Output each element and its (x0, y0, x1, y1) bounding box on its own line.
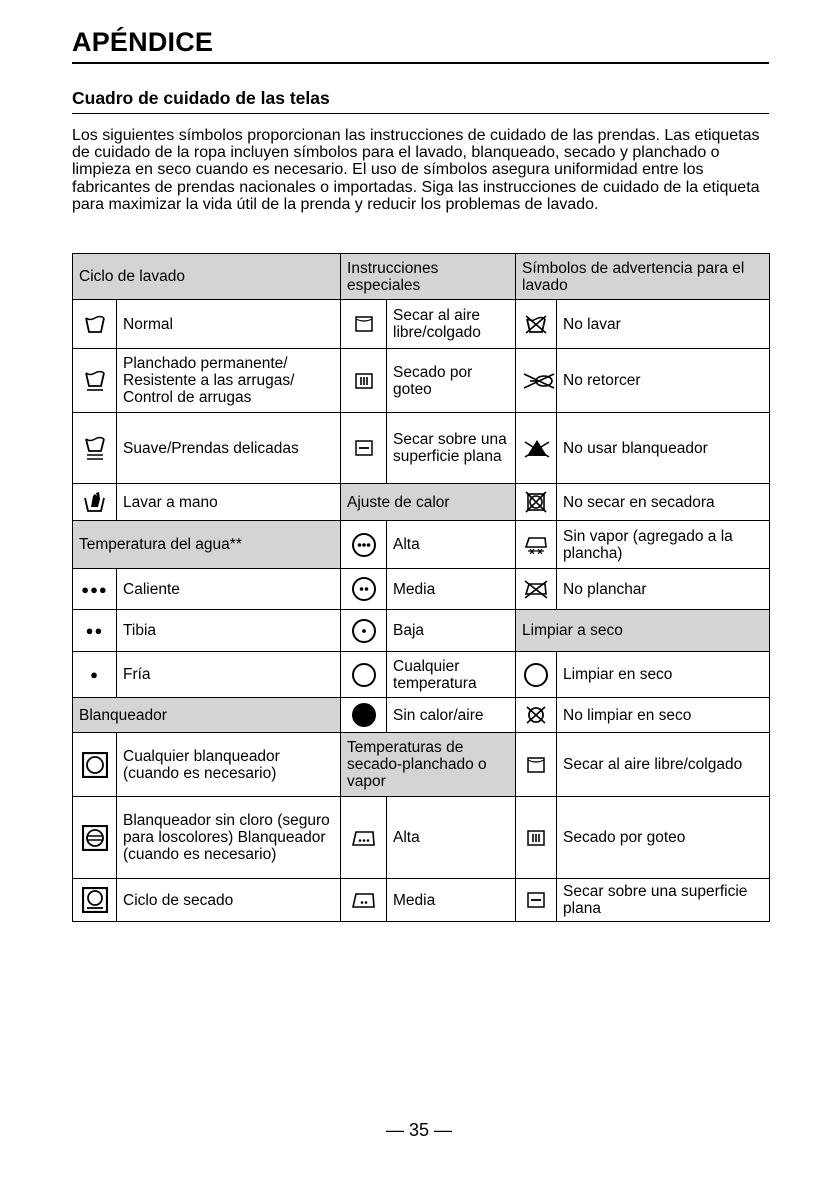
do-not-wash-icon (523, 314, 549, 334)
no-steam-icon (522, 533, 550, 557)
intro-paragraph (72, 127, 769, 213)
page-title: APÉNDICE (72, 27, 214, 57)
hand-wash-icon (83, 490, 107, 514)
warning-label: No planchar (557, 569, 770, 610)
section-title: Cuadro de cuidado de las telas (72, 88, 330, 108)
dry-clean-label: Secado por goteo (557, 797, 770, 879)
dry-clean-icon (523, 662, 549, 688)
do-not-tumble-dry-icon (524, 491, 548, 513)
water-dots: ● (73, 652, 117, 698)
washtub-permanent-press-icon (84, 369, 106, 393)
line-dry-icon (355, 316, 373, 332)
wash-label: Lavar a mano (117, 484, 341, 521)
special-label: Secado por goteo (387, 349, 516, 413)
dry-clean-label: No limpiar en seco (557, 698, 770, 733)
header-water-temperature: Temperatura del agua** (73, 521, 341, 569)
drip-dry-icon (527, 830, 545, 846)
bleach-label: Blanqueador sin cloro (seguro para loscolores) Blanqueador (cuando es necesario) (117, 797, 341, 879)
header-bleach: Blanqueador (73, 698, 341, 733)
water-label: Tibia (117, 610, 341, 652)
do-not-bleach-icon (522, 437, 552, 459)
header-iron-temperature: Temperaturas de secado-planchado o vapor (341, 733, 516, 797)
wash-label: Planchado permanente/ Resistente a las arrugas/ Control de arrugas (117, 349, 341, 413)
heat-label: Alta (387, 521, 516, 569)
table-row (73, 733, 770, 797)
table-row (73, 569, 770, 610)
warning-label: No retorcer (557, 349, 770, 413)
dry-flat-icon (527, 892, 545, 908)
table-row (73, 652, 770, 698)
drip-dry-icon (355, 373, 373, 389)
any-bleach-icon (82, 752, 108, 778)
iron-label: Media (387, 879, 516, 922)
section-rule (72, 113, 769, 114)
dry-clean-label: Secar al aire libre/colgado (557, 733, 770, 797)
bleach-label: Cualquier blanqueador (cuando es necesario) (117, 733, 341, 797)
intro-text: Los siguientes símbolos proporcionan las instrucciones de cuidado de las prendas. Las etiquetas de cuidado de la ropa incluyen símbolos para el lavado, blanqueado, secado y planchado o limpieza en seco cuando es necesario. El uso de símbolos asegura uniformidad entre los fabricantes de prendas nacionales o importadas. Siga las instrucciones de cuidado de la etiqueta para maximizar la vida útil de la prenda y reducir los problemas de lavado. (72, 127, 760, 213)
header-special-instructions: Instrucciones especiales (341, 254, 516, 300)
wash-label: Normal (117, 300, 341, 349)
table-row (73, 797, 770, 879)
do-not-dry-clean-icon (524, 704, 548, 726)
table-row (73, 484, 770, 521)
table-row (73, 521, 770, 569)
water-dots: ●● (73, 610, 117, 652)
dryer-any-heat-icon (351, 662, 377, 688)
heat-label: Cualquier temperatura (387, 652, 516, 698)
special-label: Secar al aire libre/colgado (387, 300, 516, 349)
iron-medium-icon (350, 890, 378, 910)
heat-label: Baja (387, 610, 516, 652)
wash-label: Suave/Prendas delicadas (117, 413, 341, 484)
washtub-delicate-icon (84, 435, 106, 461)
table-row (73, 879, 770, 922)
do-not-wring-icon (522, 371, 556, 391)
washtub-normal-icon (84, 314, 106, 334)
line-dry-icon (527, 757, 545, 773)
water-dots: ●●● (73, 569, 117, 610)
iron-label: Alta (387, 797, 516, 879)
table-row (73, 698, 770, 733)
table-row (73, 349, 770, 413)
dry-flat-icon (355, 440, 373, 456)
dryer-high-icon (351, 532, 377, 558)
table-row (73, 413, 770, 484)
special-label: Secar sobre una superficie plana (387, 413, 516, 484)
title-rule (72, 62, 769, 64)
warning-label: Sin vapor (agregado a la plancha) (557, 521, 770, 569)
dryer-medium-icon (351, 576, 377, 602)
fabric-care-table (72, 253, 770, 922)
warning-label: No usar blanqueador (557, 413, 770, 484)
do-not-iron-icon (522, 578, 550, 600)
table-row (73, 610, 770, 652)
page-number: — 35 — (385, 1120, 453, 1140)
iron-high-icon (350, 828, 378, 848)
bleach-label: Ciclo de secado (117, 879, 341, 922)
warning-label: No secar en secadora (557, 484, 770, 521)
dry-clean-label: Secar sobre una superficie plana (557, 879, 770, 922)
table-row (73, 300, 770, 349)
heat-label: Sin calor/aire (387, 698, 516, 733)
header-wash-cycle: Ciclo de lavado (73, 254, 341, 300)
header-dry-clean: Limpiar a seco (516, 610, 770, 652)
water-label: Caliente (117, 569, 341, 610)
dry-clean-label: Limpiar en seco (557, 652, 770, 698)
heat-label: Media (387, 569, 516, 610)
table-row (73, 254, 770, 300)
dryer-low-icon (351, 618, 377, 644)
header-heat-setting: Ajuste de calor (341, 484, 516, 521)
warning-label: No lavar (557, 300, 770, 349)
header-warning-symbols: Símbolos de advertencia para el lavado (516, 254, 770, 300)
tumble-dry-cycle-icon (82, 887, 108, 913)
water-label: Fría (117, 652, 341, 698)
non-chlorine-bleach-icon (82, 825, 108, 851)
dryer-no-heat-icon (351, 702, 377, 728)
